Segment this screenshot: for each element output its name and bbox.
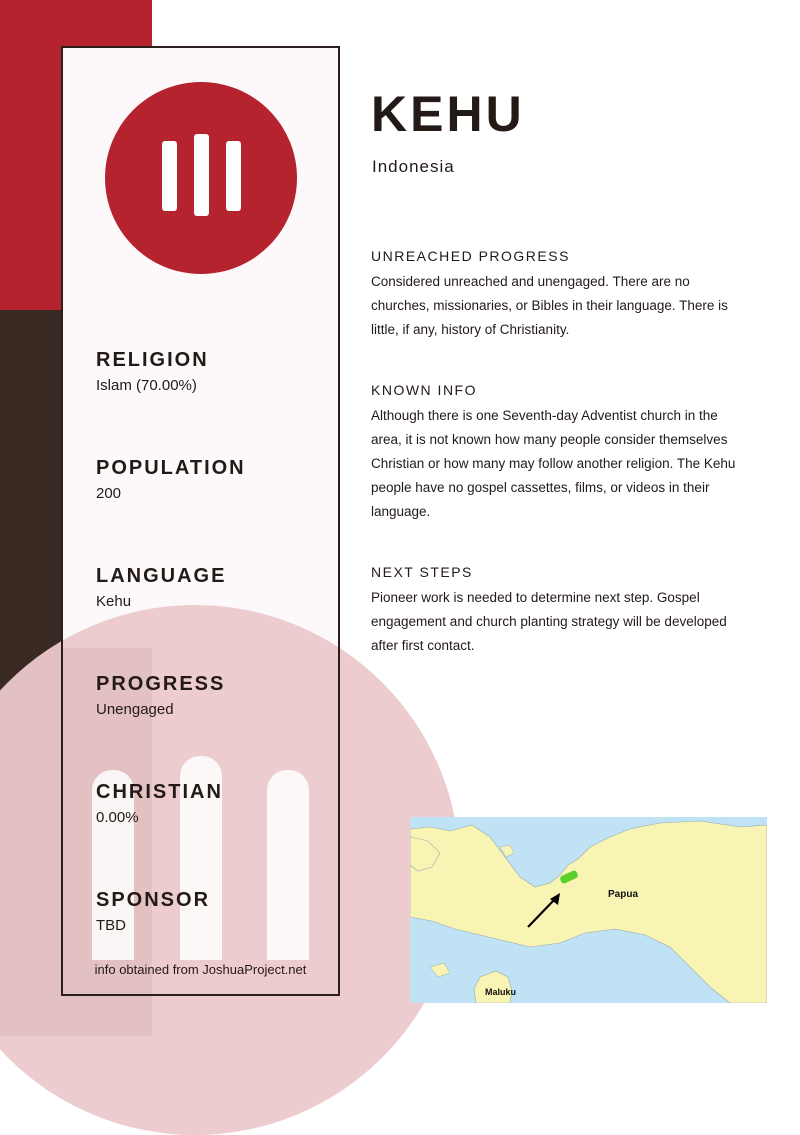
stat-label: CHRISTIAN <box>96 781 223 803</box>
stat-label: SPONSOR <box>96 889 211 911</box>
country-subtitle: Indonesia <box>372 157 455 176</box>
section-known-info <box>371 380 751 524</box>
logo-bar-icon <box>226 141 241 211</box>
stat-population <box>96 456 246 504</box>
section-heading: KNOWN INFO <box>371 382 477 398</box>
stat-christian <box>96 780 223 828</box>
stat-label: RELIGION <box>96 349 209 371</box>
stat-value: 0.00% <box>96 809 139 826</box>
stat-language <box>96 564 226 612</box>
section-body: Considered unreached and unengaged. There are no churches, missionaries, or Bibles in their language. There is little, if any, history of Christianity. <box>371 274 728 337</box>
page-title: KEHU <box>371 86 525 142</box>
location-map <box>410 817 767 1003</box>
stat-value: 200 <box>96 485 122 502</box>
stat-value: Kehu <box>96 593 132 610</box>
section-heading: NEXT STEPS <box>371 564 473 580</box>
stat-value: Islam (70.00%) <box>96 377 197 394</box>
source-note: info obtained from JoshuaProject.net <box>94 962 307 977</box>
stat-label: LANGUAGE <box>96 565 227 587</box>
section-next-steps <box>371 562 751 658</box>
map-label-papua: Papua <box>608 889 639 900</box>
stat-value: TBD <box>96 917 126 934</box>
stat-label: PROGRESS <box>96 673 226 695</box>
stat-value: Unengaged <box>96 701 174 718</box>
map-svg <box>410 817 767 1003</box>
section-unreached-progress <box>371 246 751 342</box>
logo-bar-icon <box>162 141 177 211</box>
stat-sponsor <box>96 888 210 936</box>
section-body: Pioneer work is needed to determine next step. Gospel engagement and church planting strategy will be developed after first contact. <box>371 590 727 653</box>
logo-bar-icon <box>194 134 209 216</box>
stat-progress <box>96 672 225 720</box>
stat-religion <box>96 348 209 396</box>
map-label-maluku: Maluku <box>485 987 517 997</box>
section-heading: UNREACHED PROGRESS <box>371 248 570 264</box>
stat-label: POPULATION <box>96 457 246 479</box>
logo-circle <box>105 82 297 274</box>
section-body: Although there is one Seventh-day Adventist church in the area, it is not known how many people consider themselves Christian or how many may follow another religion. The Kehu people have no gospel cassettes, films, or videos in their language. <box>371 408 736 519</box>
